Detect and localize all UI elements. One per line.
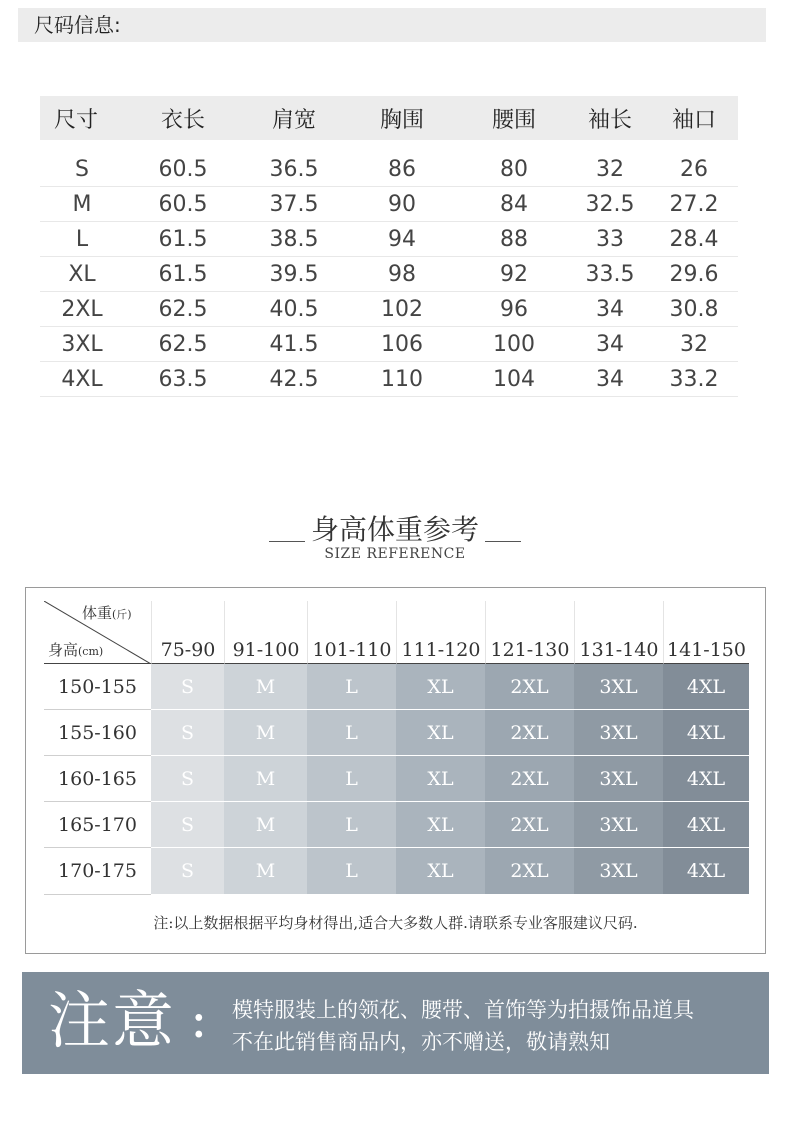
size-table-cell: 90 xyxy=(388,191,416,217)
notice-text xyxy=(232,994,694,1058)
size-cell: S xyxy=(151,710,224,756)
size-table-cell: 88 xyxy=(500,226,528,252)
size-cell: L xyxy=(307,710,396,756)
size-table-cell: 39.5 xyxy=(269,261,319,287)
size-cell: S xyxy=(151,802,224,848)
size-cell: M xyxy=(224,710,307,756)
reference-subtitle: SIZE REFERENCE xyxy=(324,546,466,562)
size-cell: L xyxy=(307,664,396,710)
size-table-cell: 102 xyxy=(381,296,423,322)
size-cell: L xyxy=(307,802,396,848)
height-axis-label: 身高(cm) xyxy=(48,641,104,659)
size-table-cell: 30.8 xyxy=(669,296,719,322)
size-table-cell: 32.5 xyxy=(585,191,635,217)
reference-note: 注:以上数据根据平均身材得出,适合大多数人群.请联系专业客服建议尺码. xyxy=(153,914,638,932)
size-table-cell: 100 xyxy=(493,331,535,357)
size-cell: M xyxy=(224,664,307,710)
header-size: 尺寸 xyxy=(54,107,99,133)
size-table-cell: 61.5 xyxy=(158,226,208,252)
size-table-cell: 92 xyxy=(500,261,528,287)
weight-header: 131-140 xyxy=(574,601,663,664)
size-cell: S xyxy=(151,848,224,895)
size-table-row xyxy=(40,187,738,222)
size-table-cell: M xyxy=(72,191,92,217)
size-table-cell: 62.5 xyxy=(158,296,208,322)
title-rule-left xyxy=(269,541,305,542)
size-table-cell: 33.2 xyxy=(669,366,719,392)
size-cell: 2XL xyxy=(485,710,574,756)
grid-corner xyxy=(44,601,151,664)
weight-header: 101-110 xyxy=(307,601,396,664)
weight-axis-label: 体重(斤) xyxy=(82,604,132,622)
size-table-row xyxy=(40,327,738,362)
size-cell: XL xyxy=(396,756,485,802)
size-cell: M xyxy=(224,802,307,848)
size-table-cell: 104 xyxy=(493,366,535,392)
size-table-header xyxy=(40,96,738,140)
size-cell: 4XL xyxy=(663,756,749,802)
size-cell: 4XL xyxy=(663,802,749,848)
size-cell: XL xyxy=(396,802,485,848)
size-table-cell: 86 xyxy=(388,156,416,182)
size-table-cell: XL xyxy=(68,261,96,287)
height-header: 170-175 xyxy=(44,848,151,895)
size-table-cell: 32 xyxy=(596,156,624,182)
notice-title: 注意 xyxy=(48,984,177,1057)
size-cell: M xyxy=(224,756,307,802)
size-table-cell: 3XL xyxy=(61,331,103,357)
height-header: 160-165 xyxy=(44,756,151,802)
size-table-cell: 63.5 xyxy=(158,366,208,392)
size-table-cell: 40.5 xyxy=(269,296,319,322)
size-table-cell: 34 xyxy=(596,296,624,322)
size-table-cell: 29.6 xyxy=(669,261,719,287)
size-table-cell: L xyxy=(75,226,89,252)
size-table xyxy=(40,96,738,397)
size-info-label: 尺码信息: xyxy=(18,8,766,42)
notice-line-1: 模特服装上的领花、腰带、首饰等为拍摄饰品道具 xyxy=(232,998,694,1022)
size-table-cell: 34 xyxy=(596,366,624,392)
size-table-cell: 4XL xyxy=(61,366,103,392)
size-cell: 3XL xyxy=(574,848,663,895)
size-cell: 4XL xyxy=(663,848,749,895)
size-table-cell: 28.4 xyxy=(669,226,719,252)
size-table-cell: 26 xyxy=(680,156,708,182)
title-rule-right xyxy=(485,541,521,542)
size-table-row xyxy=(40,362,738,397)
size-cell: S xyxy=(151,756,224,802)
size-table-cell: 60.5 xyxy=(158,191,208,217)
size-table-cell: S xyxy=(75,156,89,182)
header-waist: 腰围 xyxy=(491,107,536,133)
size-table-cell: 110 xyxy=(381,366,423,392)
size-table-cell: 32 xyxy=(680,331,708,357)
size-table-cell: 80 xyxy=(500,156,528,182)
size-table-cell: 98 xyxy=(388,261,416,287)
weight-header: 121-130 xyxy=(485,601,574,664)
size-table-cell: 94 xyxy=(388,226,416,252)
size-table-row xyxy=(40,257,738,292)
header-length: 衣长 xyxy=(160,107,205,133)
header-cuff: 袖口 xyxy=(671,107,716,133)
size-table-cell: 34 xyxy=(596,331,624,357)
height-header: 150-155 xyxy=(44,664,151,710)
size-table-cell: 61.5 xyxy=(158,261,208,287)
size-table-cell: 96 xyxy=(500,296,528,322)
reference-title-text: 身高体重参考 xyxy=(310,513,479,546)
size-cell: S xyxy=(151,664,224,710)
size-cell: 2XL xyxy=(485,848,574,895)
size-table-cell: 84 xyxy=(500,191,528,217)
size-cell: 4XL xyxy=(663,664,749,710)
reference-title xyxy=(0,508,790,548)
notice-colon: : xyxy=(190,990,208,1050)
height-header: 155-160 xyxy=(44,710,151,756)
size-cell: L xyxy=(307,756,396,802)
size-table-cell: 27.2 xyxy=(669,191,719,217)
weight-header: 91-100 xyxy=(224,601,307,664)
size-table-cell: 38.5 xyxy=(269,226,319,252)
size-cell: 2XL xyxy=(485,664,574,710)
height-header: 165-170 xyxy=(44,802,151,848)
size-table-cell: 37.5 xyxy=(269,191,319,217)
weight-header: 75-90 xyxy=(151,601,224,664)
header-sleeve: 袖长 xyxy=(587,107,632,133)
size-table-cell: 33.5 xyxy=(585,261,635,287)
size-table-row xyxy=(40,292,738,327)
header-shoulder: 肩宽 xyxy=(271,107,316,133)
size-table-cell: 33 xyxy=(596,226,624,252)
size-cell: XL xyxy=(396,710,485,756)
size-cell: XL xyxy=(396,848,485,895)
size-cell: 2XL xyxy=(485,756,574,802)
size-cell: 4XL xyxy=(663,710,749,756)
size-cell: XL xyxy=(396,664,485,710)
size-table-row xyxy=(40,152,738,187)
height-weight-grid xyxy=(44,601,749,895)
size-cell: M xyxy=(224,848,307,895)
size-table-cell: 106 xyxy=(381,331,423,357)
header-chest: 胸围 xyxy=(379,107,424,133)
size-table-cell: 2XL xyxy=(61,296,103,322)
size-cell: 2XL xyxy=(485,802,574,848)
size-cell: 3XL xyxy=(574,802,663,848)
notice-line-2: 不在此销售商品内，亦不赠送，敬请熟知 xyxy=(232,1030,610,1054)
size-table-cell: 42.5 xyxy=(269,366,319,392)
size-cell: L xyxy=(307,848,396,895)
size-table-cell: 60.5 xyxy=(158,156,208,182)
weight-header: 141-150 xyxy=(663,601,749,664)
size-cell: 3XL xyxy=(574,710,663,756)
size-cell: 3XL xyxy=(574,756,663,802)
weight-header: 111-120 xyxy=(396,601,485,664)
size-table-cell: 41.5 xyxy=(269,331,319,357)
size-table-cell: 62.5 xyxy=(158,331,208,357)
size-table-row xyxy=(40,222,738,257)
size-cell: 3XL xyxy=(574,664,663,710)
notice-banner xyxy=(22,972,769,1074)
size-table-cell: 36.5 xyxy=(269,156,319,182)
